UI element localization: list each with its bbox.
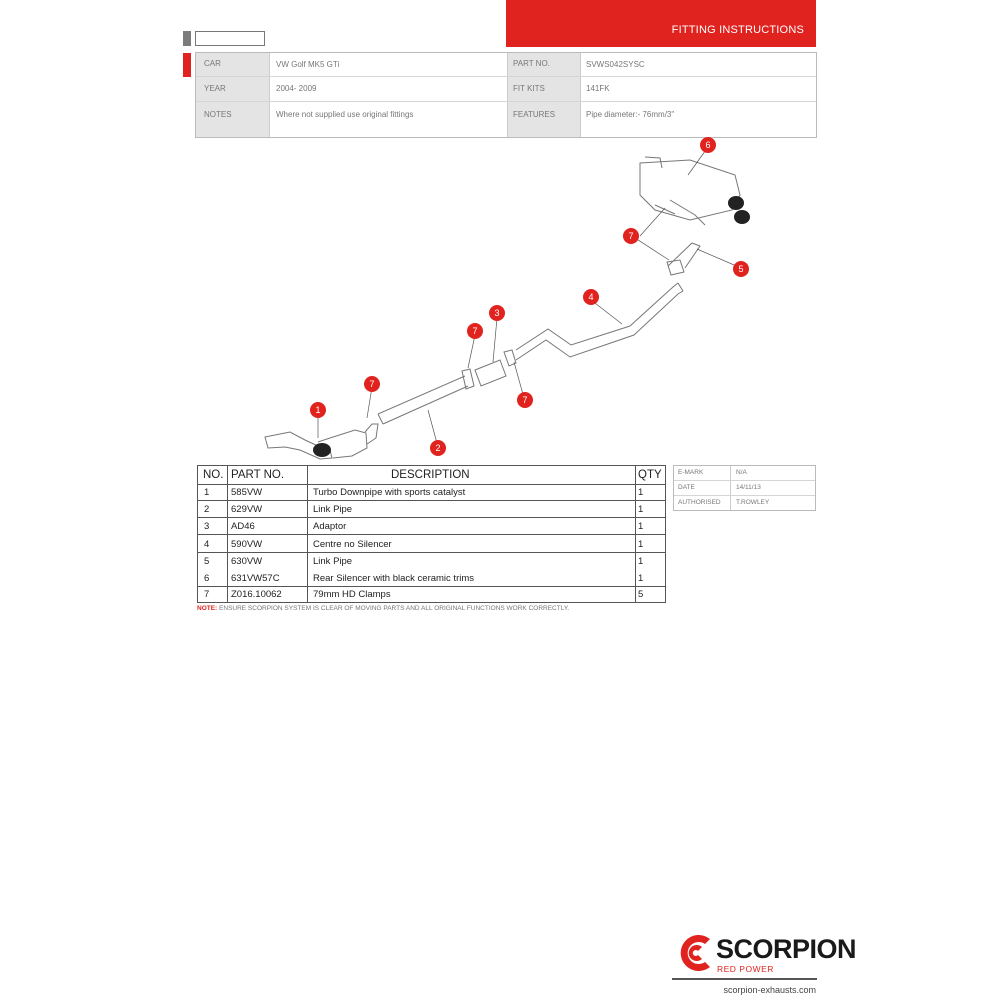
car-value: VW Golf MK5 GTi [276, 60, 340, 69]
row-description: Turbo Downpipe with sports catalyst [313, 487, 466, 498]
callout-4: 4 [583, 289, 599, 305]
year-value: 2004- 2009 [276, 84, 317, 93]
row-no: 1 [204, 487, 210, 498]
info-row-divider [674, 480, 815, 481]
row-divider [198, 586, 665, 587]
page-title: FITTING INSTRUCTIONS [671, 24, 804, 36]
fitkits-value: 141FK [586, 84, 610, 93]
features-value: Pipe diameter:- 76mm/3" [586, 110, 675, 119]
row-no: 3 [204, 521, 210, 532]
note-text: ENSURE SCORPION SYSTEM IS CLEAR OF MOVING PARTS AND ALL ORIGINAL FUNCTIONS WORK CORRECTLY. [217, 605, 570, 612]
row-divider [198, 517, 665, 518]
partno-value: SVWS042SYSC [586, 60, 645, 69]
tailpipe-trim [728, 196, 744, 210]
authorised-value: T.ROWLEY [736, 499, 770, 506]
tailpipe-trim [734, 210, 750, 224]
row-no: 2 [204, 504, 210, 515]
row-part-no: 630VW [231, 556, 263, 567]
row-description: Link Pipe [313, 556, 353, 567]
brand-divider [672, 978, 817, 980]
table-header [198, 469, 665, 485]
row-qty: 1 [638, 539, 644, 550]
date-label: DATE [678, 484, 695, 491]
catalyst-mesh [313, 443, 331, 457]
info-divider [730, 466, 731, 510]
row-qty: 5 [638, 589, 644, 600]
callout-6: 6 [700, 137, 716, 153]
row-no: 6 [204, 573, 210, 584]
authorised-label: AUTHORISED [678, 499, 721, 506]
row-part-no: 585VW [231, 487, 263, 498]
row-part-no: 631VW57C [231, 573, 280, 584]
emark-value: N/A [736, 469, 747, 476]
row-part-no: Z016.10062 [231, 589, 282, 600]
row-qty: 1 [638, 573, 644, 584]
scorpion-logo-icon [672, 933, 714, 973]
row-qty: 1 [638, 521, 644, 532]
row-qty: 1 [638, 504, 644, 515]
fitkits-label: FIT KITS [513, 84, 545, 93]
row-part-no: 629VW [231, 504, 263, 515]
header-description: DESCRIPTION [391, 469, 470, 481]
year-label: YEAR [204, 84, 226, 93]
callout-7: 7 [364, 376, 380, 392]
parts-table [197, 465, 666, 603]
callout-2: 2 [430, 440, 446, 456]
website-link[interactable]: scorpion-exhausts.com [723, 985, 816, 995]
partno-label: PART NO. [513, 59, 550, 68]
row-divider [198, 484, 665, 485]
row-part-no: AD46 [231, 521, 255, 532]
row-description: 79mm HD Clamps [313, 589, 391, 600]
notes-label: NOTES [204, 110, 232, 119]
callout-7: 7 [517, 392, 533, 408]
row-description: Rear Silencer with black ceramic trims [313, 573, 475, 584]
info-table [673, 465, 816, 511]
row-description: Adaptor [313, 521, 347, 532]
brand-tagline: RED POWER [717, 964, 774, 974]
callout-1: 1 [310, 402, 326, 418]
callout-5: 5 [733, 261, 749, 277]
row-part-no: 590VW [231, 539, 263, 550]
info-row-divider [674, 495, 815, 496]
note-prefix: NOTE: [197, 605, 218, 612]
row-description: Centre no Silencer [313, 539, 392, 550]
header-qty: QTY [638, 469, 662, 481]
callout-7: 7 [623, 228, 639, 244]
car-label: CAR [204, 59, 221, 68]
row-no: 5 [204, 556, 210, 567]
features-label: FEATURES [513, 110, 556, 119]
date-value: 14/11/13 [736, 484, 761, 491]
callout-3: 3 [489, 305, 505, 321]
row-no: 7 [204, 589, 210, 600]
row-description: Link Pipe [313, 504, 353, 515]
row-qty: 1 [638, 556, 644, 567]
row-qty: 1 [638, 487, 644, 498]
callout-7: 7 [467, 323, 483, 339]
exhaust-system-diagram [0, 0, 1000, 470]
row-divider [198, 534, 665, 535]
row-divider [198, 500, 665, 501]
header-part-no: PART NO. [231, 469, 285, 481]
row-divider [198, 552, 665, 553]
header-no: NO. [203, 469, 224, 481]
emark-label: E-MARK [678, 469, 704, 476]
row-no: 4 [204, 539, 210, 550]
brand-name: SCORPION [716, 934, 857, 964]
fitting-note [197, 605, 569, 612]
notes-value: Where not supplied use original fittings [276, 110, 414, 119]
